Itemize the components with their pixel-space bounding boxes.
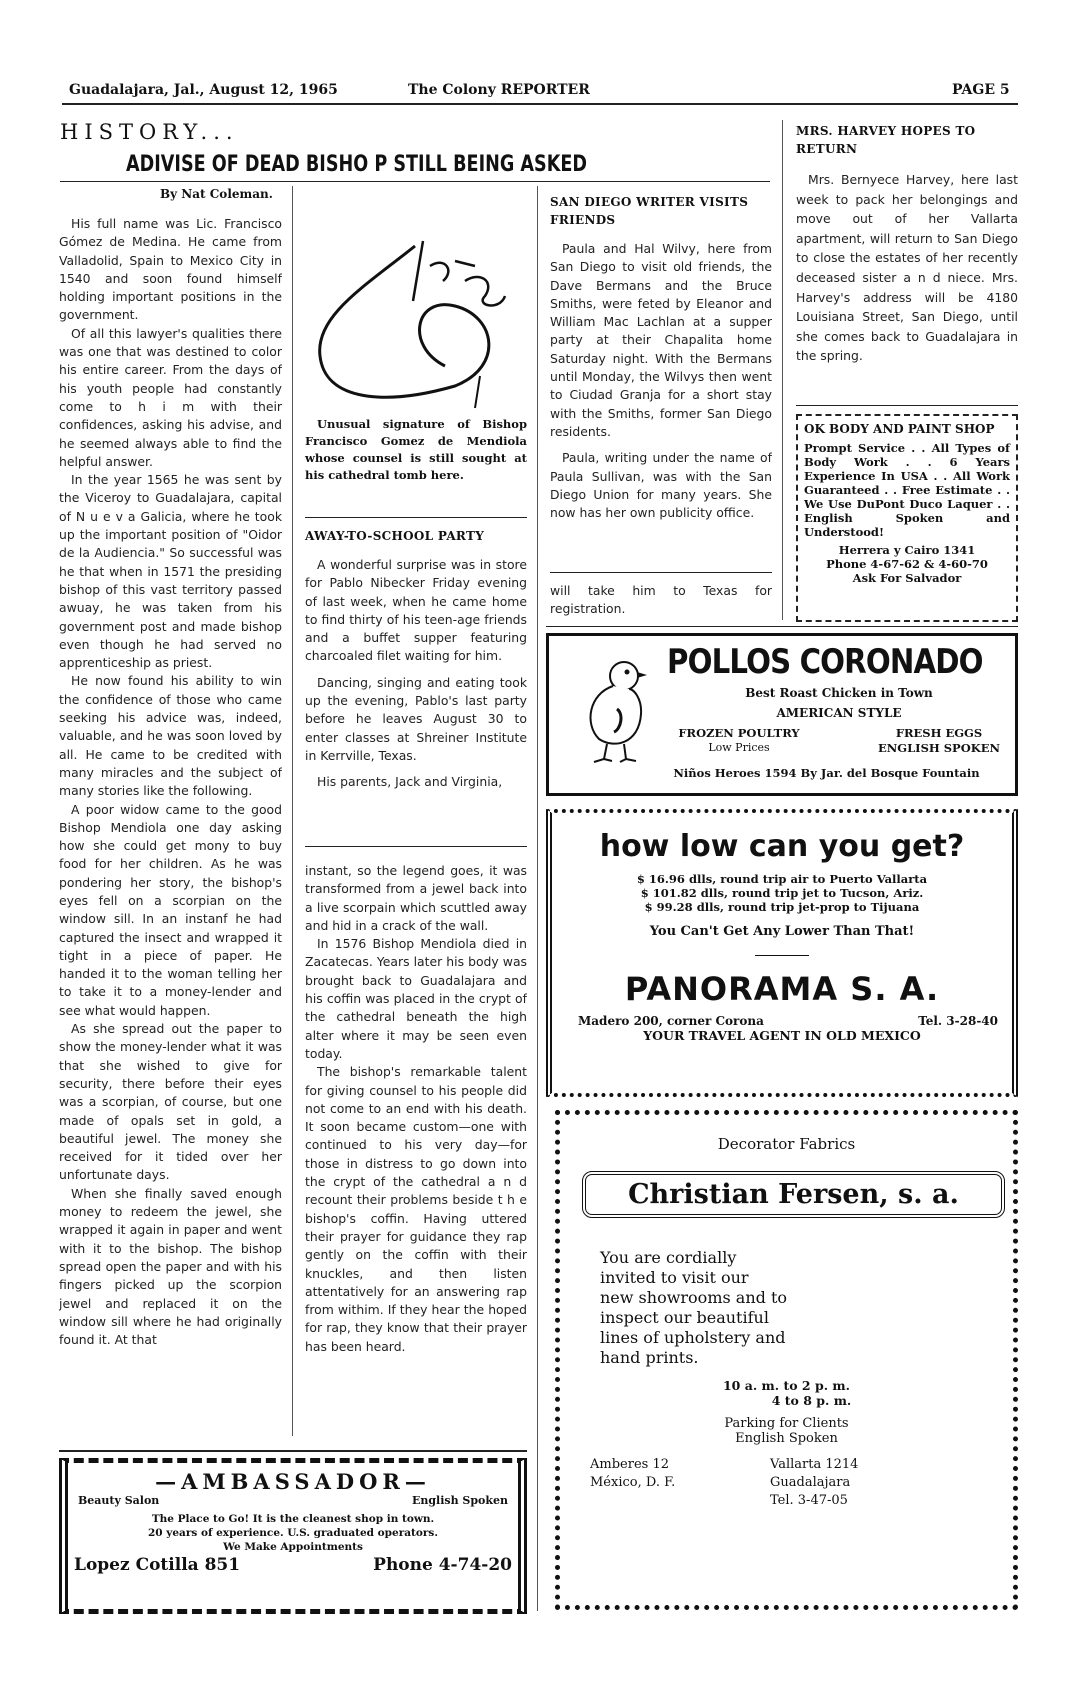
ad-prices: Low Prices [708,741,770,754]
headline-rule [60,181,770,182]
paragraph: His full name was Lic. Francisco Gómez de Medina. He came from Valladolid, Spain to Mexico City in 1540 and soon found himself holding important positions in the government. [59,216,282,323]
address-mexico [590,1456,770,1510]
column-divider [782,120,783,620]
article-headline: ADIVISE OF DEAD BISHO P STILL BEING ASKED [126,152,588,177]
ad-address: Niños Heroes 1594 By Jar. del Bosque Fountain [673,766,980,780]
paragraph: He now found his ability to win the confidence of those who came seeking his advice was, indeed, valuable, and he was soon loved by all. He came to be credited with many miracles and the subject of many stories like the following. [59,673,282,799]
rule [796,405,1018,406]
text-line: Guadalajara [770,1475,851,1490]
paragraph: Dancing, singing and eating took up the evening, Pablo's last party before he leaves August 30 to enter classes at Shreiner Institute in Kerrville, Texas. [305,674,527,763]
paragraph: His parents, Jack and Virginia, [317,774,503,790]
dateline: Guadalajara, Jal., August 12, 1965 [69,82,338,98]
ad-body: Prompt Service . . All Types of Body Work . . 6 Years Experience In USA . . All Work Guaranteed . . Free Estimate . . We Use DuPont Duco Laquer . . English Spoken and Understood! [804,441,1010,539]
article-column-1 [59,215,282,1433]
text-line: Tel. 3-47-05 [770,1493,848,1508]
fare: $ 101.82 dlls, round trip jet to Tucson, Ariz. [640,886,924,900]
paper-name: The Colony REPORTER [408,82,590,98]
ad-invitation [600,1248,1013,1368]
text-line: hand prints. [600,1348,699,1367]
harvey-article [796,170,1018,400]
ad-frozen: FROZEN POULTRY [678,726,800,740]
paragraph: instant, so the legend goes, it was transformed from a jewel back into a live scorpain which scuttled away and hid in a crack of the wall. [305,863,527,933]
text-line: lines of upholstery and [600,1328,786,1347]
ad-title: OK BODY AND PAINT SHOP [804,422,995,436]
signature-caption: Unusual signature of Bishop Francisco Gomez de Mendiola whose counsel is still sought at his cathedral tomb here. [305,417,527,482]
chick-icon [579,654,659,764]
paragraph: Of all this lawyer's qualities there was one that was destined to color his entire career. From the days of his youth people had constantly come to h i m with their confidences, asking his advise, and he seemed always able to find the helpful answer. [59,325,282,469]
ad-phone: Phone 4-74-20 [373,1555,512,1575]
paragraph: A wonderful surprise was in store for Pablo Nibecker Friday evening of last week, when he came home to find thirty of his teen-age friends and a buffet supper featuring charcoaled filet waiting for him. [305,557,527,664]
ad-address: Lopez Cotilla 851 [74,1555,241,1575]
ad-headline: how low can you get? [599,829,965,864]
ad-contact: Ask For Salvador [852,571,962,585]
text-line: 20 years of experience. U.S. graduated operators. [148,1527,438,1539]
rule [546,626,1018,627]
rule [59,1450,527,1452]
text-line: We Make Appointments [223,1541,363,1553]
sandiego-article [550,240,772,560]
hours: 4 to 8 p. m. [771,1393,852,1408]
party-title: AWAY-TO-SCHOOL PARTY [305,529,485,543]
ad-tel: Tel. 3-28-40 [918,1014,998,1028]
ad-tagline: Best Roast Chicken in Town [745,686,933,700]
text-line: invited to visit our [600,1268,749,1287]
sandiego-title: SAN DIEGO WRITER VISITS FRIENDS [550,195,749,227]
page-number: PAGE 5 [952,82,1010,98]
ad-nameplate [582,1171,1005,1218]
section-kicker: HISTORY... [60,120,239,144]
ad-subtitle-row [68,1494,518,1508]
byline: By Nat Coleman. [160,187,273,201]
ad-addresses [590,1456,1013,1510]
pollos-coronado-ad [546,633,1018,796]
language-note: English Spoken [735,1431,838,1446]
ambassador-ad [59,1458,527,1614]
ad-address: Herrera y Cairo 1341 [838,543,976,557]
paragraph: will take him to Texas for registration. [550,583,772,617]
ad-type: Beauty Salon [78,1494,160,1507]
text-line: You are cordially [600,1248,737,1267]
text-line: México, D. F. [590,1475,676,1490]
rule [550,572,772,573]
ad-brand: —AMBASSADOR— [155,1469,431,1494]
rule [305,517,527,518]
ad-brand: Christian Fersen, s. a. [628,1179,959,1210]
ad-eggs: FRESH EGGS [895,726,983,740]
ad-style: AMERICAN STYLE [776,706,902,720]
ad-language: English Spoken [411,1494,508,1507]
ad-slogan: You Can't Get Any Lower Than That! [649,924,915,939]
ad-contact-row [68,1554,518,1576]
paragraph: Paula and Hal Wilvy, here from San Diego to visit old friends, the Dave Bermans and the Bruce Smiths, were feted by Eleanor and William Mac Lachlan at a supper party at their Chapalita home Saturday night. With the Bermans until Monday, the Wilvys then went to Ciudad Granja for a short stay with the Smiths, former San Diego residents. [550,241,772,439]
text-line: The Place to Go! It is the cleanest shop in town. [151,1513,435,1525]
harvey-title: MRS. HARVEY HOPES TO RETURN [796,124,976,156]
panorama-ad [546,809,1018,1097]
fare: $ 99.28 dlls, round trip jet-prop to Tijuana [644,900,920,914]
ad-kicker: Decorator Fabrics [717,1135,856,1153]
text-line: inspect our beautiful [600,1308,769,1327]
rule [755,955,809,956]
rule [305,846,527,847]
paragraph: Paula, writing under the name of Paula Sullivan, was with the San Diego Union for many years. She now has her own publicity office. [550,450,772,521]
party-jump [550,582,772,622]
party-article [305,556,527,816]
text-line: Amberes 12 [590,1457,669,1472]
ad-brand: POLLOS CORONADO [667,642,983,682]
paragraph: When she finally saved enough money to redeem the jewel, she wrapped it again in paper and went with it to the bishop. The bishop spread open the paper and with his fingers picked up the scorpion jewel and replaced it on the window sill where he had originally found it. At that [59,1185,282,1348]
paragraph: Mrs. Bernyece Harvey, here last week to pack her belongings and move out of her Vallarta apartment, will return to San Diego to close the estates of her recently deceased sister a n d niece. Mrs. Harvey's address will be 4180 Louisiana Street, San Diego, until she comes back to Guadalajara in the spring. [796,172,1018,364]
ok-body-ad [796,414,1018,622]
masthead-rule [62,103,1018,105]
column-divider [292,186,293,1436]
ad-brand: PANORAMA S. A. [624,970,940,1008]
ad-contact-row [552,1008,1012,1028]
christian-fersen-ad [555,1110,1018,1610]
paragraph: As she spread out the paper to show the money-lender what it was that she wished to give for security, there before their eyes was a scorpian, of course, but one made of opals set in gold, a beautiful jewel. The money she received for it tided over her unfortunate days. [59,1021,282,1183]
paragraph: In the year 1565 he was sent by the Viceroy to Guadalajara, capital of N u e v a Galicia, where he took up the important position of "Oidor de la Audiencia." So successful was he that when in 1571 the presiding bishop of this vast territory passed awuay, he was taken from his government post and made bishop even though he had served no apprenticeship as priest. [59,472,282,671]
hours: 10 a. m. to 2 p. m. [722,1378,850,1393]
ad-english: ENGLISH SPOKEN [878,741,1000,755]
text-line: new showrooms and to [600,1288,788,1307]
paragraph: The bishop's remarkable talent for giving counsel to his people did not come to an end with his death. It soon became custom—one with continued to his very day—for those in distress to go down into the crypt of the cathedral a n d recount their problems beside t h e bishop's coffin. Having uttered their prayer for guidance they rap gently on the coffin with their knuckles, and then listen attentatively for an answering rap from withim. If they hear the hoped for rap, they know that their prayer has been heard. [305,1064,527,1354]
text-line: Vallarta 1214 [770,1457,859,1472]
article-column-2 [305,862,527,1432]
column-divider [537,186,538,1611]
paragraph: A poor widow came to the good Bishop Mendiola one day asking how she could get mony to buy food for her children. As he was pondering her story, the bishop's eyes fell on a scorpian on the window sill. In an instanf he had captured the insect and wrapped it tight in a piece of paper. He handed it to the woman telling her to take it to a money-lender and see what would happen. [59,801,282,1018]
address-guadalajara [770,1456,858,1510]
bishop-signature-image [305,226,525,411]
ad-phone: Phone 4-67-62 & 4-60-70 [826,557,988,571]
fare: $ 16.96 dlls, round trip air to Puerto Vallarta [636,872,928,886]
parking-note: Parking for Clients [724,1416,849,1431]
paragraph: In 1576 Bishop Mendiola died in Zacatecas. Years later his body was brought back to Guadalajara and his coffin was placed in the crypt of the cathedral beneath the high alter where it may be seen even today. [305,936,527,1061]
ad-address: Madero 200, corner Corona [578,1014,764,1028]
ad-tagline: YOUR TRAVEL AGENT IN OLD MEXICO [643,1028,921,1043]
